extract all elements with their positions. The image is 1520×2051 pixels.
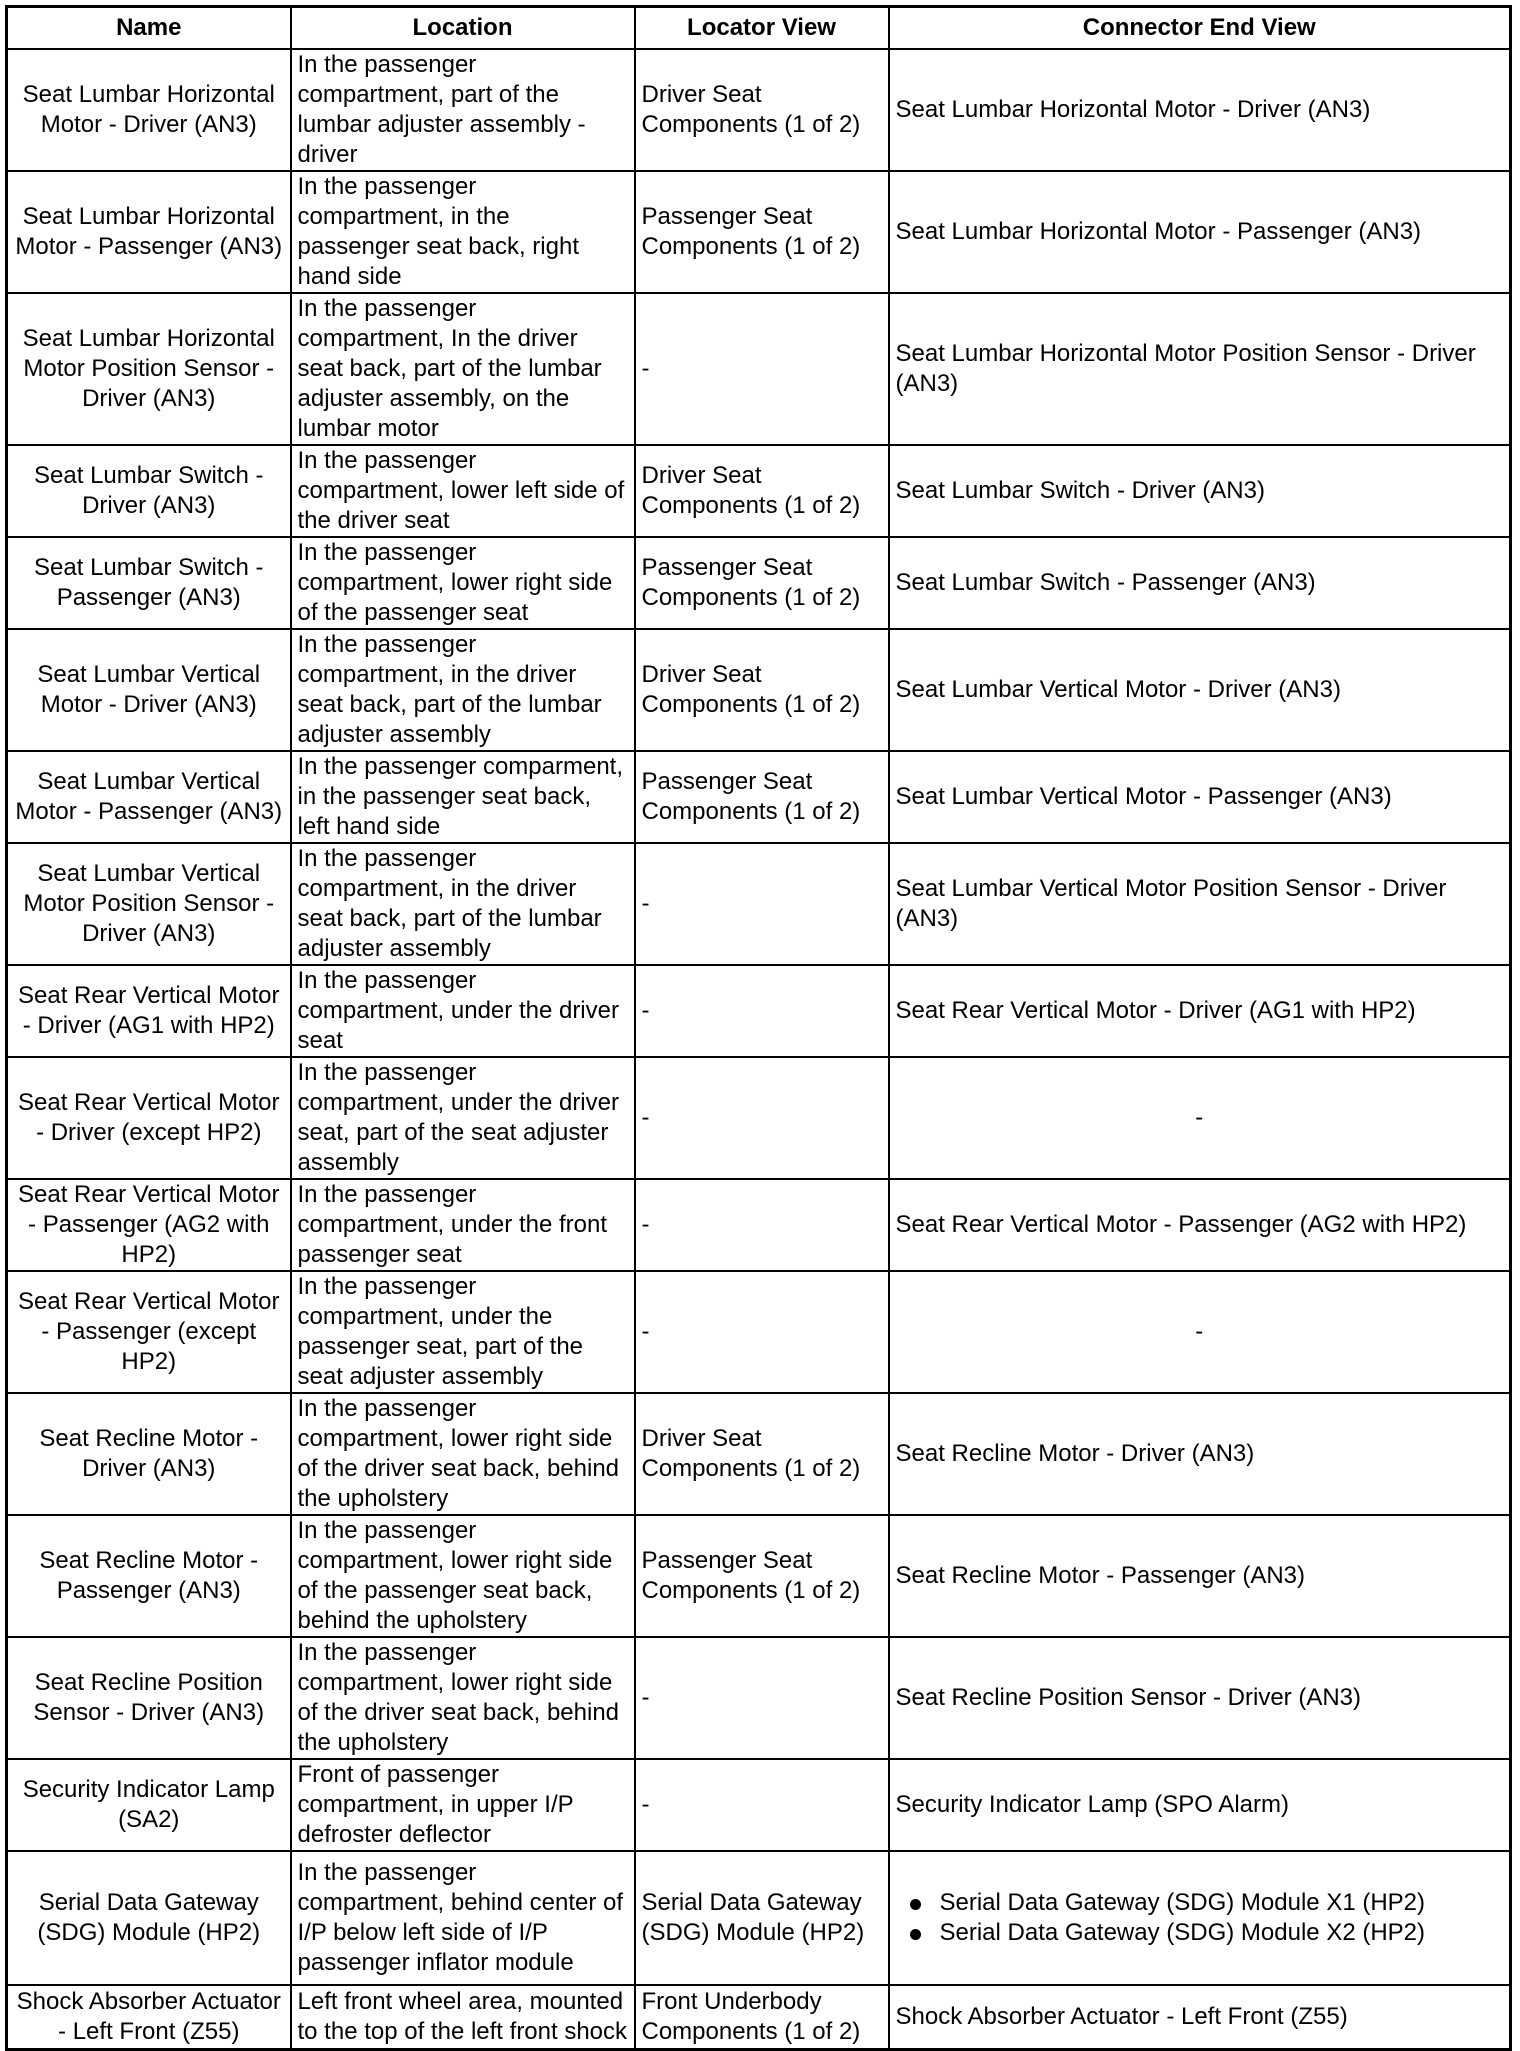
table-row xyxy=(7,171,1511,293)
cell-connector-end-view: Shock Absorber Actuator - Left Front (Z55) xyxy=(889,1985,1511,2049)
cell-location: In the passenger compartment, lower right side of the passenger seat back, behind the upholstery xyxy=(291,1515,635,1637)
table-row xyxy=(7,293,1511,445)
cell-locator-view: - xyxy=(635,1271,889,1393)
cell-location: In the passenger compartment, lower right side of the driver seat back, behind the upholstery xyxy=(291,1637,635,1759)
cell-location: In the passenger compartment, in the passenger seat back, right hand side xyxy=(291,171,635,293)
table-row xyxy=(7,629,1511,751)
cell-locator-view: Driver Seat Components (1 of 2) xyxy=(635,49,889,171)
cell-locator-view: Serial Data Gateway (SDG) Module (HP2) xyxy=(635,1851,889,1985)
cell-name: Seat Lumbar Switch - Passenger (AN3) xyxy=(7,537,291,629)
cell-locator-view: - xyxy=(635,1637,889,1759)
cell-location: In the passenger compartment, under the passenger seat, part of the seat adjuster assembly xyxy=(291,1271,635,1393)
table-row xyxy=(7,1179,1511,1271)
components-table xyxy=(5,5,1512,2051)
cell-locator-view: Driver Seat Components (1 of 2) xyxy=(635,629,889,751)
cell-connector-end-view: Seat Lumbar Vertical Motor Position Sensor - Driver (AN3) xyxy=(889,843,1511,965)
cell-location: In the passenger compartment, behind center of I/P below left side of I/P passenger inflator module xyxy=(291,1851,635,1985)
cell-locator-view: Driver Seat Components (1 of 2) xyxy=(635,445,889,537)
table-row xyxy=(7,843,1511,965)
cell-connector-end-view: Seat Recline Motor - Passenger (AN3) xyxy=(889,1515,1511,1637)
cell-locator-view: Passenger Seat Components (1 of 2) xyxy=(635,171,889,293)
cell-connector-end-view: - xyxy=(889,1271,1511,1393)
cell-connector-end-view: Seat Lumbar Switch - Passenger (AN3) xyxy=(889,537,1511,629)
header-location: Location xyxy=(291,7,635,50)
cell-locator-view: - xyxy=(635,1179,889,1271)
cell-locator-view: Front Underbody Components (1 of 2) xyxy=(635,1985,889,2049)
table-row xyxy=(7,751,1511,843)
header-row xyxy=(7,7,1511,50)
header-locator-view: Locator View xyxy=(635,7,889,50)
table-row xyxy=(7,49,1511,171)
cell-name: Seat Recline Motor - Passenger (AN3) xyxy=(7,1515,291,1637)
list-item: Serial Data Gateway (SDG) Module X2 (HP2) xyxy=(940,1918,1504,1948)
cell-location: In the passenger compartment, lower left side of the driver seat xyxy=(291,445,635,537)
cell-location: Front of passenger compartment, in upper I/P defroster deflector xyxy=(291,1759,635,1851)
header-connector-end-view: Connector End View xyxy=(889,7,1511,50)
cell-location: In the passenger compartment, part of the lumbar adjuster assembly - driver xyxy=(291,49,635,171)
cell-connector-end-view: Seat Lumbar Horizontal Motor - Driver (AN3) xyxy=(889,49,1511,171)
table-row xyxy=(7,1271,1511,1393)
header-name: Name xyxy=(7,7,291,50)
cell-name: Seat Lumbar Switch - Driver (AN3) xyxy=(7,445,291,537)
cell-location: In the passenger compartment, under the driver seat xyxy=(291,965,635,1057)
cell-locator-view: - xyxy=(635,843,889,965)
cell-name: Seat Rear Vertical Motor - Driver (except HP2) xyxy=(7,1057,291,1179)
table-row xyxy=(7,1057,1511,1179)
cell-name: Seat Recline Motor - Driver (AN3) xyxy=(7,1393,291,1515)
cell-name: Seat Recline Position Sensor - Driver (AN3) xyxy=(7,1637,291,1759)
cell-name: Serial Data Gateway (SDG) Module (HP2) xyxy=(7,1851,291,1985)
cell-locator-view: Driver Seat Components (1 of 2) xyxy=(635,1393,889,1515)
cell-connector-end-view: Seat Recline Motor - Driver (AN3) xyxy=(889,1393,1511,1515)
cell-location: In the passenger compartment, in the driver seat back, part of the lumbar adjuster assembly xyxy=(291,843,635,965)
list-item: Serial Data Gateway (SDG) Module X1 (HP2) xyxy=(940,1888,1504,1918)
cell-name: Seat Rear Vertical Motor - Passenger (except HP2) xyxy=(7,1271,291,1393)
cell-name: Seat Lumbar Horizontal Motor - Driver (AN3) xyxy=(7,49,291,171)
table-row xyxy=(7,445,1511,537)
cell-locator-view: - xyxy=(635,965,889,1057)
cell-location: In the passenger compartment, lower right side of the driver seat back, behind the upholstery xyxy=(291,1393,635,1515)
cell-location: In the passenger compartment, In the driver seat back, part of the lumbar adjuster assembly, on the lumbar motor xyxy=(291,293,635,445)
cell-location: In the passenger comparment, in the passenger seat back, left hand side xyxy=(291,751,635,843)
cell-name: Security Indicator Lamp (SA2) xyxy=(7,1759,291,1851)
cell-connector-end-view: Seat Rear Vertical Motor - Driver (AG1 with HP2) xyxy=(889,965,1511,1057)
cell-location: In the passenger compartment, in the driver seat back, part of the lumbar adjuster assembly xyxy=(291,629,635,751)
cell-connector-end-view: - xyxy=(889,1057,1511,1179)
cell-name: Seat Rear Vertical Motor - Passenger (AG2 with HP2) xyxy=(7,1179,291,1271)
table-row xyxy=(7,965,1511,1057)
table-row xyxy=(7,537,1511,629)
table-row xyxy=(7,1515,1511,1637)
cell-connector-end-view: Seat Lumbar Horizontal Motor - Passenger (AN3) xyxy=(889,171,1511,293)
cell-name: Seat Lumbar Vertical Motor Position Sensor - Driver (AN3) xyxy=(7,843,291,965)
table-row xyxy=(7,1851,1511,1985)
cell-connector-end-view: Seat Recline Position Sensor - Driver (AN3) xyxy=(889,1637,1511,1759)
cell-name: Seat Lumbar Vertical Motor - Passenger (AN3) xyxy=(7,751,291,843)
cell-connector-end-view: Seat Lumbar Vertical Motor - Passenger (AN3) xyxy=(889,751,1511,843)
cell-name: Shock Absorber Actuator - Left Front (Z55) xyxy=(7,1985,291,2049)
cell-locator-view: Passenger Seat Components (1 of 2) xyxy=(635,751,889,843)
cell-location: In the passenger compartment, lower right side of the passenger seat xyxy=(291,537,635,629)
cell-name: Seat Lumbar Horizontal Motor - Passenger (AN3) xyxy=(7,171,291,293)
table-row xyxy=(7,1985,1511,2049)
cell-locator-view: - xyxy=(635,1759,889,1851)
table-row xyxy=(7,1759,1511,1851)
table-row xyxy=(7,1637,1511,1759)
connector-list xyxy=(896,1888,1504,1948)
cell-location: Left front wheel area, mounted to the top of the left front shock xyxy=(291,1985,635,2049)
cell-name: Seat Lumbar Horizontal Motor Position Sensor - Driver (AN3) xyxy=(7,293,291,445)
table-row xyxy=(7,1393,1511,1515)
cell-locator-view: - xyxy=(635,293,889,445)
cell-locator-view: Passenger Seat Components (1 of 2) xyxy=(635,537,889,629)
cell-connector-end-view xyxy=(889,1851,1511,1985)
cell-name: Seat Lumbar Vertical Motor - Driver (AN3) xyxy=(7,629,291,751)
cell-connector-end-view: Security Indicator Lamp (SPO Alarm) xyxy=(889,1759,1511,1851)
cell-location: In the passenger compartment, under the front passenger seat xyxy=(291,1179,635,1271)
cell-connector-end-view: Seat Lumbar Switch - Driver (AN3) xyxy=(889,445,1511,537)
cell-location: In the passenger compartment, under the driver seat, part of the seat adjuster assembly xyxy=(291,1057,635,1179)
cell-name: Seat Rear Vertical Motor - Driver (AG1 with HP2) xyxy=(7,965,291,1057)
cell-connector-end-view: Seat Rear Vertical Motor - Passenger (AG2 with HP2) xyxy=(889,1179,1511,1271)
cell-locator-view: Passenger Seat Components (1 of 2) xyxy=(635,1515,889,1637)
cell-connector-end-view: Seat Lumbar Vertical Motor - Driver (AN3) xyxy=(889,629,1511,751)
cell-locator-view: - xyxy=(635,1057,889,1179)
cell-connector-end-view: Seat Lumbar Horizontal Motor Position Sensor - Driver (AN3) xyxy=(889,293,1511,445)
